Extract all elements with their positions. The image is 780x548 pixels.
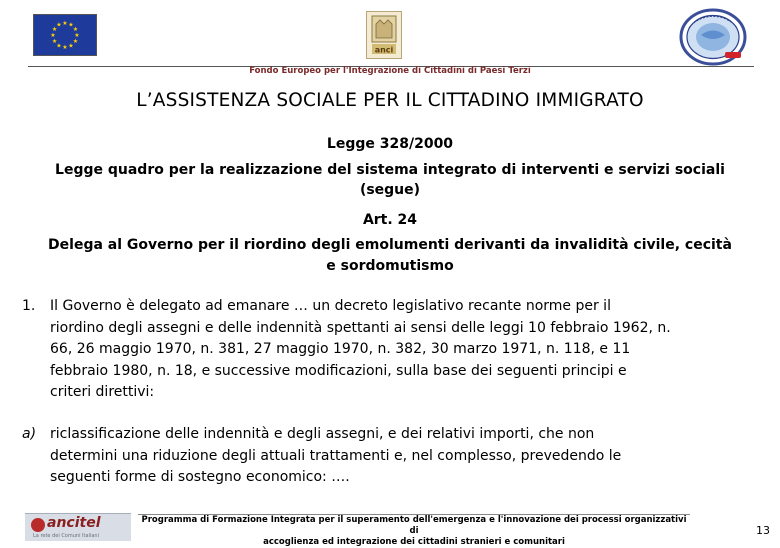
list-item-line: determini una riduzione degli attuali trattamenti e, nel complesso, prevedendo le [50,447,622,464]
delega-heading-continued: e sordomutismo [326,258,454,274]
anci-logo [366,11,402,59]
svg-text:anci: anci [374,45,394,55]
footer-program-line: accoglienza ed integrazione dei cittadini stranieri e comunitari [263,537,565,547]
eu-flag-logo [33,14,97,56]
delega-heading: Delega al Governo per il riordino degli emolumenti derivanti da invalidità civile, cecità [48,237,732,253]
svg-text:★: ★ [62,20,68,27]
list-item [50,296,671,404]
svg-text:★: ★ [56,42,62,50]
svg-text:★: ★ [51,38,58,45]
list-item-line: Il Governo è delegato ad emanare … un decreto legislativo recante norme per il [50,298,611,314]
list-item-marker: a) [22,426,37,442]
ancitel-mark-icon [31,518,45,532]
svg-text:★: ★ [72,38,79,45]
svg-text:★: ★ [62,44,68,51]
list-item-line: 66, 26 maggio 1970, n. 381, 27 maggio 1970, n. 382, 30 marzo 1971, n. 118, e 11 [50,341,631,357]
list-item-line: febbraio 1980, n. 18, e successive modificazioni, sulla base dei seguenti principi e [50,362,627,379]
list-item-line: criteri direttivi: [50,384,155,400]
law-title-continued: (segue) [359,182,421,198]
svg-text:★: ★ [51,26,58,33]
svg-text:★: ★ [74,32,80,39]
ancitel-wordmark: ancitel [47,515,101,531]
svg-text:★: ★ [56,21,62,29]
ministry-seal-logo [679,8,747,66]
svg-text:★: ★ [68,42,74,50]
list-item [50,424,621,489]
law-title: Legge quadro per la realizzazione del sistema integrato di interventi e servizi sociali [55,162,725,178]
svg-text:★: ★ [68,21,74,29]
svg-text:★: ★ [72,26,79,33]
ancitel-tagline: La rete dei Comuni Italiani [33,533,99,539]
list-item-line: riordino degli assegni e delle indennità spettanti ai sensi delle leggi 10 febbraio 1962, n. [50,319,671,336]
article-heading: Art. 24 [362,212,418,228]
ancitel-logo [25,513,131,541]
footer-program-line: Programma di Formazione Integrata per il superamento dell'emergenza e l'innovazione dei processi organizzativi di [141,515,687,536]
svg-text:★: ★ [50,32,56,39]
list-item-marker: 1. [22,298,36,314]
footer-program-caption [138,515,690,548]
fund-caption: Fondo Europeo per l'Integrazione di Cittadini di Paesi Terzi [249,66,531,76]
eu-stars-icon [34,15,96,55]
slide-title: L’ASSISTENZA SOCIALE PER IL CITTADINO IMMIGRATO [136,90,644,111]
law-number: Legge 328/2000 [326,136,454,152]
list-item-line: seguenti forme di sostegno economico: …. [50,469,350,485]
list-item-line: riclassificazione delle indennità e degli assegni, e dei relativi importi, che non [50,426,595,442]
page-number: 13 [756,524,770,537]
